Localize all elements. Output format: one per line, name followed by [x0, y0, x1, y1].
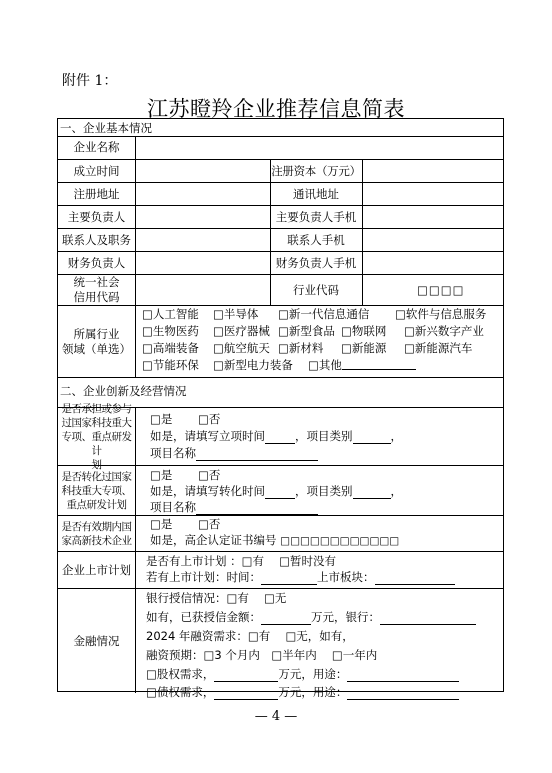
label-company-name: 企业名称	[73, 140, 120, 154]
finance-debt-demand: □债权需求， 万元，用途：	[146, 684, 459, 700]
leader-phone-field[interactable]	[363, 206, 504, 228]
page-number: — 4 —	[254, 709, 298, 724]
contact-phone-field[interactable]	[363, 229, 504, 251]
finance-field[interactable]	[136, 252, 270, 274]
label-credit-code: 统一社会 信用代码	[73, 275, 120, 304]
q1-detail: 如是，请填写立项时间 ，项目类别 ，	[150, 429, 402, 443]
q1-yes[interactable]: □是	[150, 412, 173, 426]
q1-no[interactable]: □否	[198, 412, 221, 426]
option-power-equipment[interactable]: □新型电力装备	[213, 358, 293, 372]
q2-project-name: 项目名称	[150, 499, 318, 515]
label-reg-capital: 注册资本（万元）	[271, 164, 361, 178]
q2-detail: 如是，请填写转化时间 ，项目类别 ，	[150, 484, 402, 498]
q2-no[interactable]: □否	[198, 468, 221, 482]
finance-credit-line[interactable]: 银行授信情况：□有 □无	[146, 591, 287, 605]
option-biomedicine[interactable]: □生物医药	[142, 324, 199, 338]
founded-field[interactable]	[136, 160, 270, 182]
option-new-food[interactable]: □新型食品	[278, 324, 335, 338]
finance-phone-field[interactable]	[363, 252, 504, 274]
q1-project-name: 项目名称	[150, 445, 318, 461]
q2-yes[interactable]: □是	[150, 468, 173, 482]
label-industry-field: 所属行业 领域（单选）	[62, 326, 131, 356]
label-mail-address: 通讯地址	[293, 187, 339, 201]
finance-credit-amount: 如有，已获授信金额： 万元，银行：	[146, 609, 476, 625]
section1-heading: 一、企业基本情况	[60, 121, 152, 135]
label-finance-phone: 财务负责人手机	[275, 256, 357, 270]
label-founded: 成立时间	[73, 164, 120, 178]
label-high-tech: 是否有效期内国 家高新技术企业	[61, 520, 132, 547]
label-finance: 财务负责人	[67, 256, 126, 270]
section2-heading: 二、企业创新及经营情况	[60, 384, 187, 398]
label-industry-code: 行业代码	[293, 283, 339, 297]
option-high-end-equipment[interactable]: □高端装备	[142, 341, 199, 355]
label-reg-address: 注册地址	[73, 187, 120, 201]
label-finance-status: 金融情况	[73, 633, 120, 648]
listing-plan-line2: 若有上市计划：时间： 上市板块：	[146, 569, 455, 585]
company-name-field[interactable]	[136, 137, 504, 159]
label-listing-plan: 企业上市计划	[62, 562, 131, 577]
listing-plan-line1[interactable]: 是否有上市计划 ：□有 □暂时没有	[146, 554, 337, 568]
contact-field[interactable]	[136, 229, 270, 251]
q3-yes[interactable]: □是	[150, 517, 173, 531]
option-energy-saving[interactable]: □节能环保	[142, 358, 199, 372]
option-new-energy[interactable]: □新能源	[341, 341, 387, 355]
recommendation-form	[57, 118, 504, 699]
option-iot[interactable]: □物联网	[341, 324, 387, 338]
leader-field[interactable]	[136, 206, 270, 228]
certificate-boxes[interactable]: □□□□□□□□□□□□	[280, 535, 400, 547]
page-title: 江苏瞪羚企业推荐信息简表	[147, 97, 405, 121]
mail-address-field[interactable]	[363, 183, 504, 205]
reg-address-field[interactable]	[136, 183, 270, 205]
label-national-project: 是否承担或参与 过国家科技重大 专项、重点研发计 划	[61, 402, 132, 471]
option-medical-devices[interactable]: □医疗器械	[213, 324, 270, 338]
option-new-materials[interactable]: □新材料	[278, 341, 324, 355]
credit-code-field[interactable]	[136, 275, 270, 305]
option-nev[interactable]: □新能源汽车	[404, 341, 473, 355]
q3-no[interactable]: □否	[198, 517, 221, 531]
label-project-transfer: 是否转化过国家 科技重大专项、 重点研发计划	[61, 470, 132, 511]
finance-equity-demand: □股权需求， 万元，用途：	[146, 666, 459, 682]
label-leader: 主要负责人	[67, 210, 126, 224]
option-other[interactable]: □其他	[308, 357, 342, 375]
finance-2024-demand[interactable]: 2024 年融资需求：□有 □无，如有，	[146, 629, 354, 643]
industry-code-boxes[interactable]: □□□□	[417, 283, 465, 297]
option-digital-industry[interactable]: □新兴数字产业	[404, 324, 484, 338]
option-ai[interactable]: □人工智能	[142, 307, 199, 321]
option-semiconductor[interactable]: □半导体	[213, 307, 259, 321]
label-contact: 联系人及职务	[62, 233, 131, 247]
option-next-gen-telecom[interactable]: □新一代信息通信	[278, 307, 370, 321]
reg-capital-field[interactable]	[363, 160, 504, 182]
q3-certificate: 如是，高企认定证书编号 □□□□□□□□□□□□	[150, 533, 400, 547]
attachment-label: 附件 1：	[62, 73, 118, 89]
label-leader-phone: 主要负责人手机	[275, 210, 357, 224]
finance-expectation[interactable]: 融资预期：□3 个月内 □半年内 □一年内	[146, 648, 378, 662]
label-contact-phone: 联系人手机	[287, 233, 345, 247]
option-aerospace[interactable]: □航空航天	[213, 341, 270, 355]
industry-field-options	[142, 306, 504, 377]
option-software[interactable]: □软件与信息服务	[395, 307, 487, 321]
